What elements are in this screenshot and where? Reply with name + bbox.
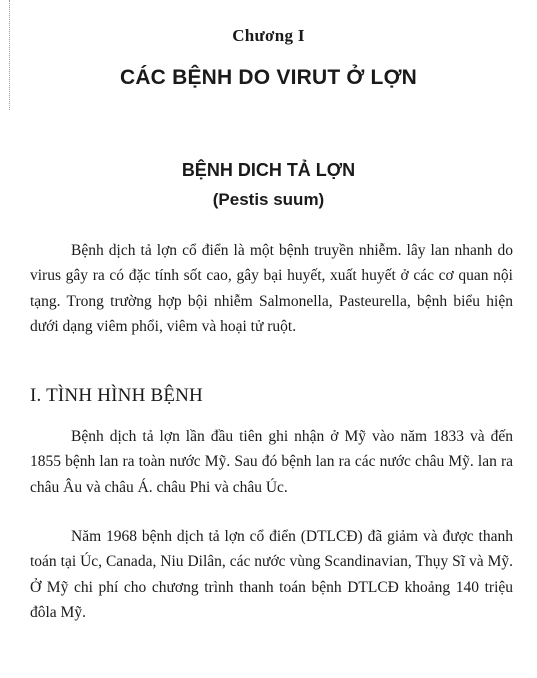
chapter-number: Chương I — [232, 26, 305, 45]
intro-paragraph: Bệnh dịch tả lợn cổ điển là một bệnh truyền nhiễm. lây lan nhanh do virus gây ra có đặc tính sốt cao, gây bại huyết, xuất huyết ở các cơ quan nội tạng. Trong trường hợp bội nhiễm Salmonella, Pasteurella, bệnh biểu hiện dưới dạng viêm phổi, viêm và hoại tử ruột. — [30, 242, 513, 336]
margin-dotted-rule — [9, 0, 11, 110]
section-subtitle: (Pestis suum) — [212, 190, 325, 209]
body-paragraph: Năm 1968 bệnh dịch tả lợn cổ điển (DTLCĐ) đã giảm và được thanh toán tại Úc, Canada, Niu Dilân, các nước vùng Scandinavian, Thụy Sĩ và Mỹ. Ở Mỹ chi phí cho chương trình thanh toán bệnh DTLCĐ khoảng 140 triệu đôla Mỹ. — [30, 528, 513, 622]
subsection-heading: I. TÌNH HÌNH BỆNH — [30, 385, 203, 406]
body-paragraph: Bệnh dịch tả lợn lần đầu tiên ghi nhận ở Mỹ vào năm 1833 và đến 1855 bệnh lan ra toàn nước Mỹ. Sau đó bệnh lan ra các nước châu Mỹ. lan ra châu Âu và châu Á. châu Phi và châu Úc. — [30, 428, 513, 496]
chapter-title: CÁC BỆNH DO VIRUT Ở LỢN — [119, 66, 418, 89]
section-title: BỆNH DICH TẢ LỢN — [181, 160, 356, 180]
